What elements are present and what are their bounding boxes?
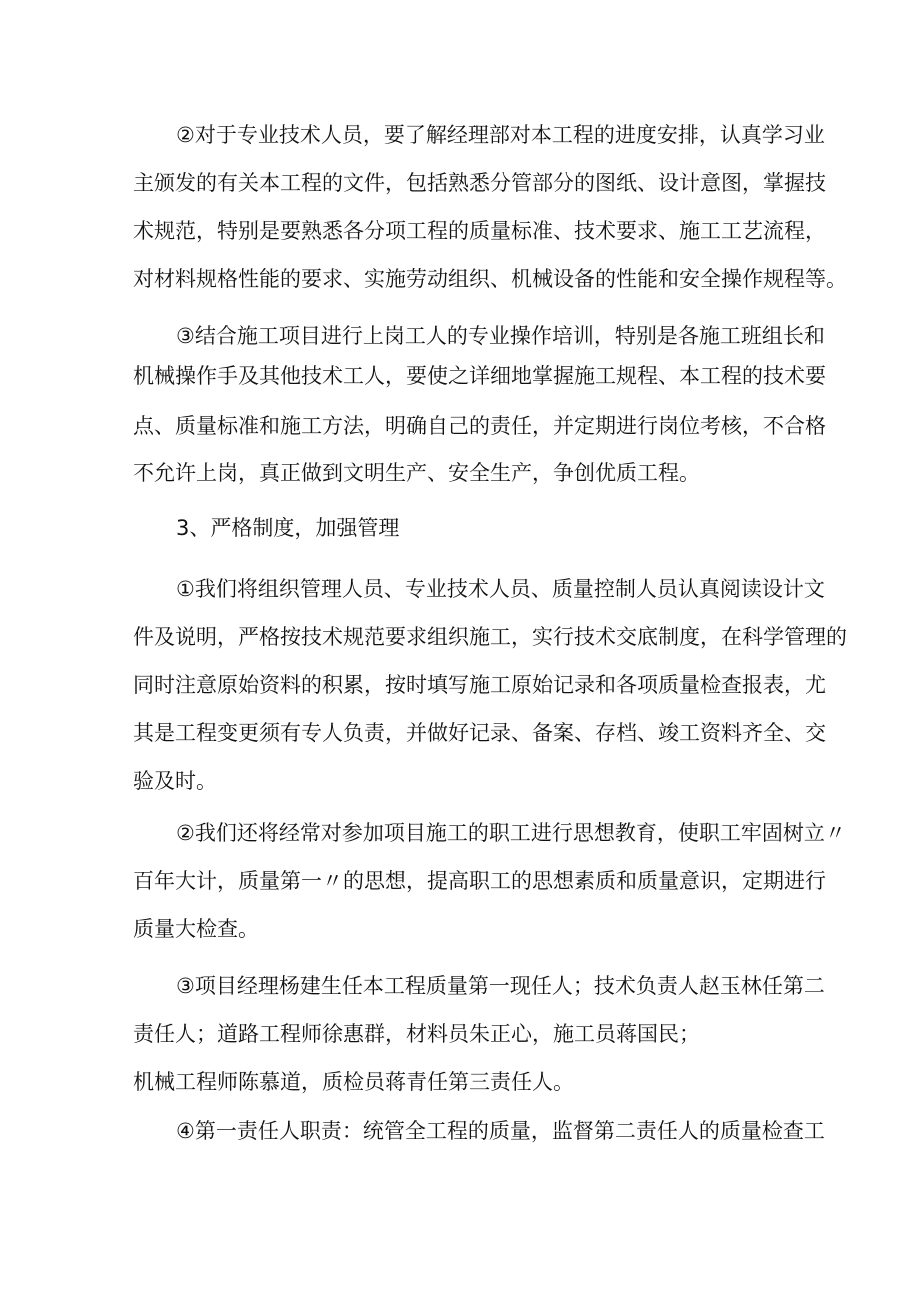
text-line: 质量大检查。 xyxy=(133,917,259,941)
text-line: 验及时。 xyxy=(133,769,217,793)
text-line: 不允许上岗，真正做到文明生产、安全生产，争创优质工程。 xyxy=(133,461,700,485)
text-line: 同时注意原始资料的积累，按时填写施工原始记录和各项质量检查报表，尤 xyxy=(133,673,826,697)
text-line: ③项目经理杨建生任本工程质量第一现任人；技术负责人赵玉林任第二 xyxy=(176,974,825,998)
text-line: 机械工程师陈慕道，质检员蒋青任第三责任人。 xyxy=(133,1070,574,1094)
text-line: 术规范，特别是要熟悉各分项工程的质量标准、技术要求、施工工艺流程， xyxy=(133,219,826,243)
text-line: 其是工程变更须有专人负责，并做好记录、备案、存档、竣工资料齐全、交 xyxy=(133,721,826,745)
text-line: ③结合施工项目进行上岗工人的专业操作培训，特别是各施工班组长和 xyxy=(176,324,825,348)
text-line: 责任人；道路工程师徐惠群，材料员朱正心，施工员蒋国民； xyxy=(133,1022,700,1046)
text-line: ②对于专业技术人员，要了解经理部对本工程的进度安排，认真学习业 xyxy=(176,123,825,147)
text-line: ②我们还将经常对参加项目施工的职工进行思想教育，使职工牢固树立〃 xyxy=(176,821,846,845)
text-line: 点、质量标准和施工方法，明确自己的责任，并定期进行岗位考核，不合格 xyxy=(133,414,826,438)
text-line: 机械操作手及其他技术工人，要使之详细地掌握施工规程、本工程的技术要 xyxy=(133,364,826,388)
text-line: 件及说明，严格按技术规范要求组织施工，实行技术交底制度，在科学管理的 xyxy=(133,625,847,649)
text-line: 百年大计，质量第一〃的思想，提高职工的思想素质和质量意识，定期进行 xyxy=(133,869,826,893)
heading-text: 3、严格制度，加强管理 xyxy=(176,516,400,540)
text-line: 主颁发的有关本工程的文件，包括熟悉分管部分的图纸、设计意图，掌握技 xyxy=(133,171,826,195)
text-line: ④第一责任人职责：统管全工程的质量，监督第二责任人的质量检查工 xyxy=(176,1119,825,1143)
text-line: ①我们将组织管理人员、专业技术人员、质量控制人员认真阅读设计文 xyxy=(176,577,825,601)
text-line: 对材料规格性能的要求、实施劳动组织、机械设备的性能和安全操作规程等。 xyxy=(133,267,847,291)
